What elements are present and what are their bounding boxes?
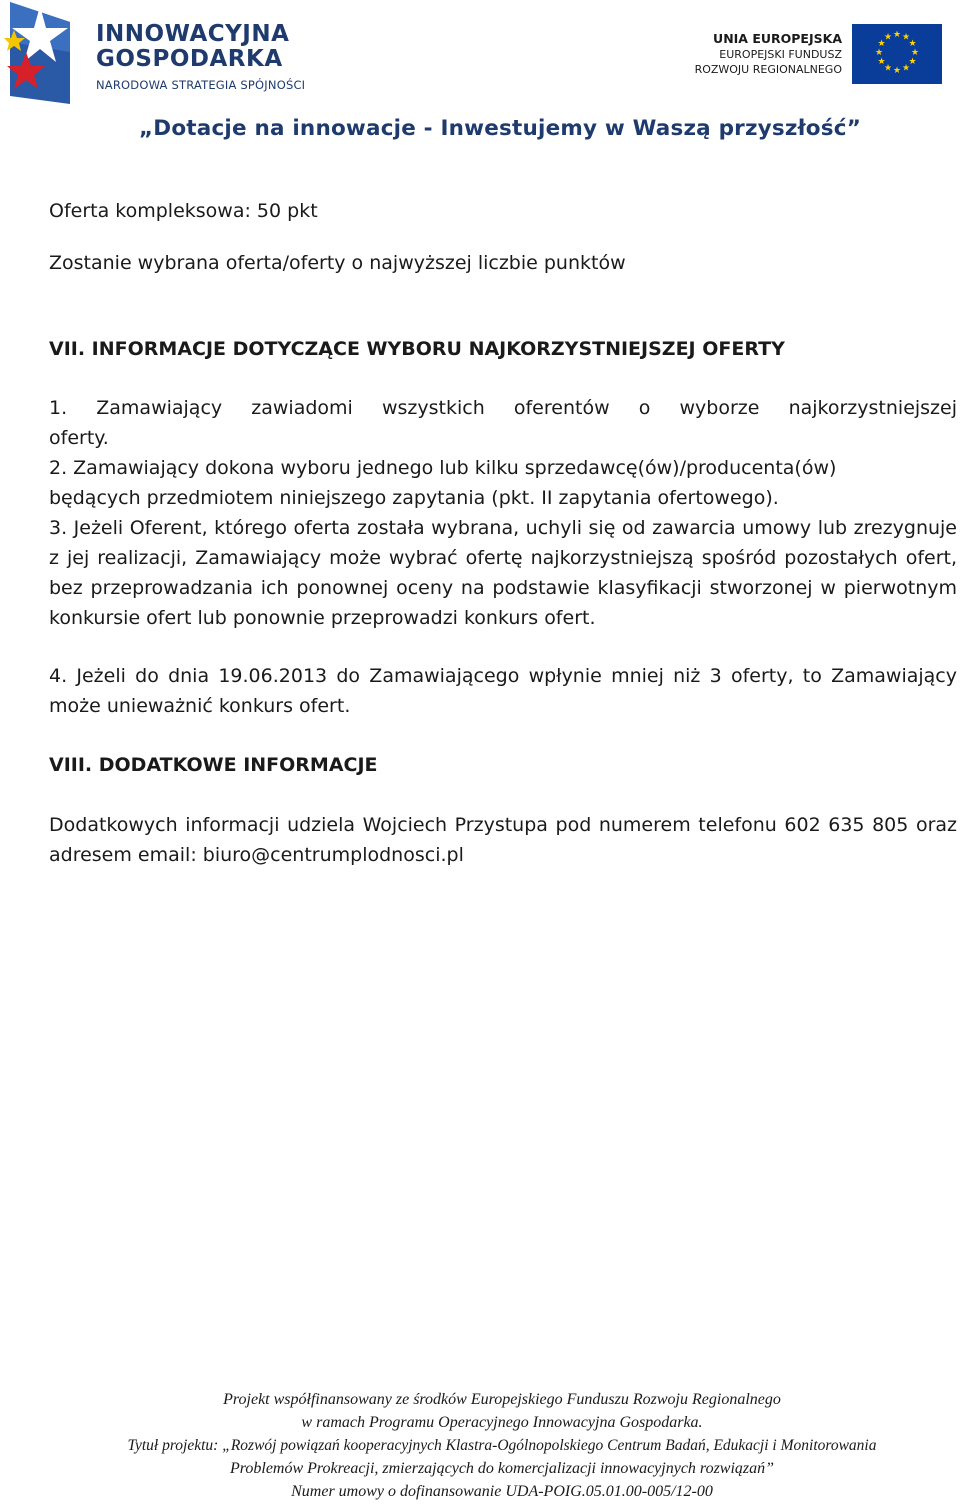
item-2-line-2: będących przedmiotem niniejszego zapytania (pkt. II zapytania ofertowego). [49, 487, 779, 509]
svg-text:★: ★ [892, 30, 902, 40]
footer-line-1: Projekt współfinansowany ze środków Europejskiego Funduszu Rozwoju Regionalnego [223, 1391, 781, 1408]
page-header [0, 0, 960, 110]
svg-text:★: ★ [910, 48, 920, 58]
document-title: „Dotacje na innowacje - Inwestujemy w Waszą przyszłość” [138, 116, 862, 141]
item-1-line-1: 1. Zamawiający zawiadomi wszystkich oferentów o wyborze najkorzystniejszej [49, 397, 957, 419]
svg-text:★: ★ [908, 57, 917, 67]
page-footer [0, 1388, 960, 1503]
footer-line-3: Tytuł projektu: „Rozwój powiązań kooperacyjnych Klastra-Ogólnopolskiego Centrum Badań, Edukacji i Monitorowania [127, 1437, 877, 1454]
svg-text:★: ★ [883, 32, 893, 43]
item-4-paragraph: 4. Jeżeli do dnia 19.06.2013 do Zamawiającego wpłynie mniej niż 3 oferty, to Zamawiający może unieważnić konkurs ofert. [49, 665, 957, 717]
svg-text:★: ★ [901, 63, 911, 74]
selection-rule-text: Zostanie wybrana oferta/oferty o najwyższej liczbie punktów [49, 252, 626, 274]
item-1-line-2: oferty. [49, 427, 109, 449]
star-flag-icon [4, 0, 76, 104]
footer-line-5: Numer umowy o dofinansowanie UDA-POIG.05.01.00-005/12-00 [291, 1483, 713, 1500]
eu-fund-logo [672, 24, 942, 86]
section-7-heading: VII. INFORMACJE DOTYCZĄCE WYBORU NAJKORZYSTNIEJSZEJ OFERTY [49, 338, 785, 360]
logo-line-gospodarka: GOSPODARKA [96, 46, 283, 72]
eu-logo-line1: UNIA EUROPEJSKA [713, 31, 842, 46]
logo-line-innowacyjna: INNOWACYJNA [96, 21, 290, 47]
eu-flag-icon [852, 24, 942, 84]
svg-text:★: ★ [908, 39, 917, 49]
footer-line-4: Problemów Prokreacji, zmierzających do komercjalizacji innowacyjnych rozwiązań” [229, 1460, 775, 1477]
svg-text:★: ★ [901, 32, 911, 43]
innowacyjna-gospodarka-logo [4, 0, 324, 104]
offer-points-text: Oferta kompleksowa: 50 pkt [49, 200, 318, 222]
svg-text:★: ★ [883, 63, 893, 74]
eu-logo-line3: ROZWOJU REGIONALNEGO [694, 63, 842, 76]
section-8-heading: VIII. DODATKOWE INFORMACJE [49, 754, 378, 776]
contact-paragraph: Dodatkowych informacji udziela Wojciech Przystupa pod numerem telefonu 602 635 805 oraz adresem email: biuro@centrumplodnosci.pl [49, 814, 957, 866]
footer-line-2: w ramach Programu Operacyjnego Innowacyjna Gospodarka. [301, 1414, 703, 1431]
eu-logo-line2: EUROPEJSKI FUNDUSZ [719, 48, 842, 61]
item-3-paragraph: 3. Jeżeli Oferent, którego oferta została wybrana, uchyli się od zawarcia umowy lub zrezygnuje z jej realizacji, Zamawiający może wybrać ofertę najkorzystniejszą spośród pozostałych ofert, bez przeprowadzania ich ponownej oceny na podstawie klasyfikacji stworzonej w pierwotnym konkursie ofert lub ponownie przeprowadzi konkurs ofert. [49, 517, 957, 629]
svg-text:★: ★ [874, 48, 884, 58]
logo-line-strategia: NARODOWA STRATEGIA SPÓJNOŚCI [96, 78, 306, 92]
item-2-line-1: 2. Zamawiający dokona wyboru jednego lub kilku sprzedawcę(ów)/producenta(ów) [49, 457, 837, 479]
svg-text:★: ★ [877, 39, 886, 49]
svg-text:★: ★ [892, 66, 902, 76]
svg-text:★: ★ [877, 57, 886, 67]
